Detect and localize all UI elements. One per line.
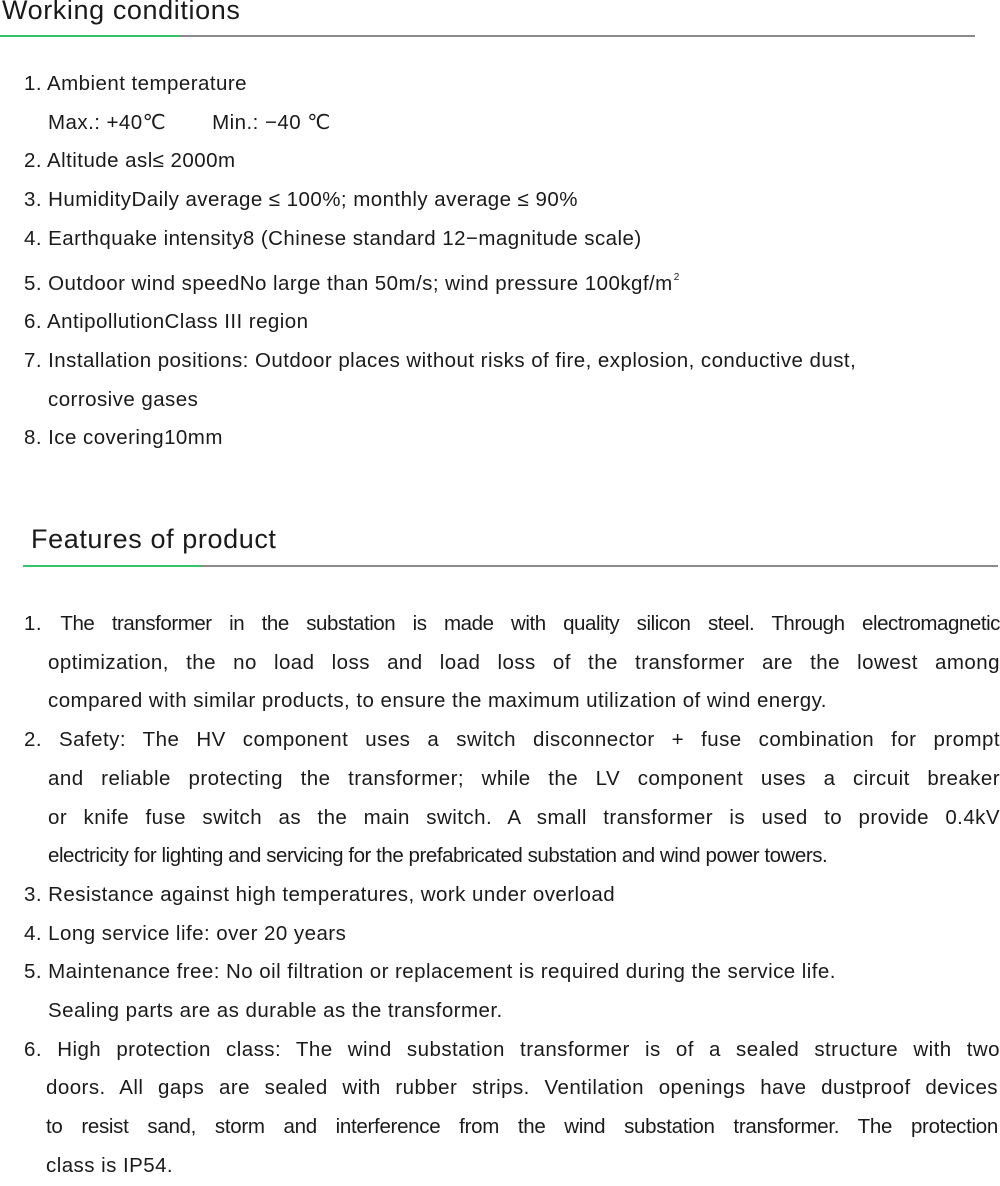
list-item-line [24,953,1000,992]
item-number: 5. [24,271,42,295]
item-text: Resistance against high temperatures, work under overload [48,882,616,906]
working-condition-item-4 [24,220,1000,259]
feature-item-1 [24,605,1000,721]
working-condition-item-7 [24,342,1000,419]
feature-item-2 [24,721,1000,876]
list-item-line [24,1031,1000,1070]
feature-item-5 [24,953,1000,1030]
features-heading: Features of product [31,524,277,554]
temperature-range-line [24,104,1000,143]
list-item-line [24,303,1000,342]
working-condition-item-6 [24,303,1000,342]
item-number: 7. [24,348,42,372]
list-item-continuation: optimization, the no load loss and load loss of the transformer are the lowest among [48,650,1000,674]
working-conditions-list [24,65,1000,458]
working-condition-item-2 [24,142,1000,181]
working-condition-item-8 [24,419,1000,458]
item-text: High protection class: The wind substation transformer is of a sealed structure with two [57,1037,1000,1061]
list-item-continuation: Sealing parts are as durable as the transformer. [48,999,503,1023]
item-text: The transformer in the substation is made with quality silicon steel. Through electromagnetic [60,612,1000,635]
features-divider [23,565,998,567]
list-item-line [24,876,1000,915]
list-item-line [24,65,1000,104]
max-temperature: Max.: +40℃ [48,110,167,134]
list-item-line [24,721,1000,760]
feature-item-3 [24,876,1000,915]
list-item-line [24,419,1000,458]
list-item-continuation: electricity for lighting and servicing for the prefabricated substation and wind power towers. [48,844,828,868]
item-text: Installation positions: Outdoor places without risks of fire, explosion, conductive dust, [48,348,857,372]
item-number: 1. [24,612,42,635]
working-condition-item-5 [24,259,1000,304]
item-number: 4. [24,921,42,945]
item-number: 3. [24,882,42,906]
superscript-exponent: 2 [673,271,680,283]
item-text: AntipollutionClass III region [47,310,309,334]
item-text: Ice covering10mm [48,426,223,450]
item-number: 3. [24,188,42,212]
list-item-line [24,142,1000,181]
item-text: Maintenance free: No oil filtration or replacement is required during the service life. [48,960,836,984]
item-text: Long service life: over 20 years [48,921,347,945]
min-temperature: Min.: −40 ℃ [212,110,331,134]
list-item-continuation: compared with similar products, to ensure the maximum utilization of wind energy. [48,689,827,713]
item-text: Altitude asl≤ 2000m [47,149,236,173]
working-conditions-divider [0,35,975,37]
list-item-continuation: or knife fuse switch as the main switch. A small transformer is used to provide 0.4kV [48,805,1000,829]
list-item-continuation: and reliable protecting the transformer; while the LV component uses a circuit breaker [48,766,1000,790]
list-item-continuation: corrosive gases [48,387,199,411]
list-item-continuation: class is IP54. [46,1153,174,1177]
item-number: 6. [24,310,42,334]
item-number: 1. [24,72,42,95]
list-item-continuation: to resist sand, storm and interference from the wind substation transformer. The protection [46,1115,998,1139]
item-text: Earthquake intensity8 (Chinese standard 12−magnitude scale) [48,226,642,250]
item-number: 5. [24,960,42,984]
list-item-continuation: doors. All gaps are sealed with rubber strips. Ventilation openings have dustproof devices [46,1076,998,1100]
item-number: 2. [24,149,42,173]
item-number: 6. [24,1037,42,1061]
working-conditions-divider-accent [0,35,180,37]
item-number: 8. [24,426,42,450]
item-text: HumidityDaily average ≤ 100%; monthly average ≤ 90% [48,188,578,212]
item-number: 2. [24,728,42,752]
working-condition-item-3 [24,181,1000,220]
working-conditions-heading: Working conditions [2,0,241,25]
list-item-line [24,259,1000,304]
list-item-line [24,342,1000,381]
list-item-line [24,605,1000,644]
item-text: Safety: The HV component uses a switch disconnector + fuse combination for prompt [59,728,1000,752]
features-list [24,605,1000,1186]
features-divider-accent [23,565,201,567]
item-text: Ambient temperature [47,72,247,95]
item-text: Outdoor wind speedNo large than 50m/s; wind pressure 100kgf/m [48,271,673,295]
working-condition-item-1 [24,65,1000,142]
list-item-line [24,181,1000,220]
feature-item-4 [24,915,1000,954]
feature-item-6 [24,1031,1000,1186]
list-item-line [24,220,1000,259]
list-item-line [24,915,1000,954]
item-number: 4. [24,226,42,250]
